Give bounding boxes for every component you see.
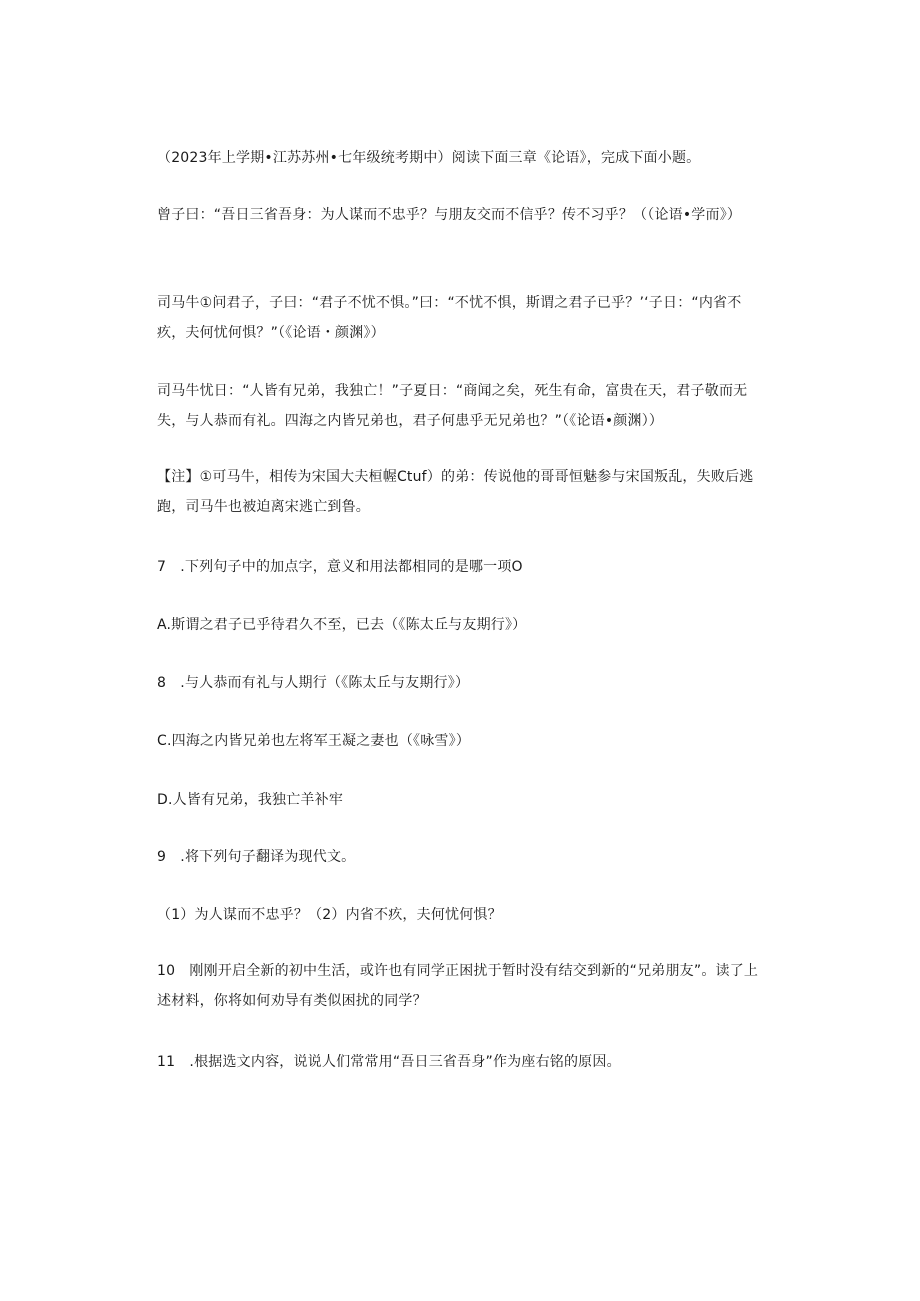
option-a: A.斯谓之君子已乎待君久不至，已去（《陈太丘与友期行》） bbox=[157, 617, 527, 633]
passage-2: 司马牛①问君子，子曰：“君子不忧不惧。”曰：“不忧不惧，斯谓之君子已乎？’‘子日：“内省不疚，夫何忧何惧？”（《论语・颜渊》） bbox=[157, 295, 742, 341]
question-7: 7 .下列句子中的加点字，意义和用法都相同的是哪一项O bbox=[157, 559, 523, 575]
document-header: （2023年上学期•江苏苏州•七年级统考期中）阅读下面三章《论语》，完成下面小题。 bbox=[157, 150, 701, 166]
question-8: 8 .与人恭而有礼与人期行（《陈太丘与友期行》） bbox=[157, 675, 470, 691]
option-d: D.人皆有兄弟，我独亡羊补牢 bbox=[157, 792, 344, 808]
footnote: 【注】①可马牛，相传为宋国大夫桓幄Ctuf）的弟：传说他的哥哥恒魅参与宋国叛乱，失败后逃跑，司马牛也被迫离宋逃亡到鲁。 bbox=[157, 469, 754, 515]
question-9: 9 .将下列句子翻译为现代文。 bbox=[157, 849, 356, 865]
question-11: 11 .根据选文内容，说说人们常常用“吾日三省吾身”作为座右铭的原因。 bbox=[157, 1054, 621, 1070]
question-10: 10 刚刚开启全新的初中生活，或许也有同学正困扰于暂时没有结交到新的“兄弟朋友”。读了上述材料，你将如何劝导有类似困扰的同学？ bbox=[157, 963, 759, 1009]
passage-3: 司马牛忧日：“人皆有兄弟，我独亡！”子夏日：“商闻之矣，死生有命，富贵在天，君子敬而无失，与人恭而有礼。四海之内皆兄弟也，君子何患乎无兄弟也？”（《论语•颜渊）） bbox=[157, 383, 748, 429]
question-9-items: （1）为人谋而不忠乎？（2）内省不疚，夫何忧何惧？ bbox=[157, 907, 502, 923]
option-c: C.四海之内皆兄弟也左将军王凝之妻也（《咏雪》） bbox=[157, 733, 471, 749]
passage-1: 曾子曰：“吾日三省吾身：为人谋而不忠乎？与朋友交而不信乎？传不习乎？（（论语•学而》） bbox=[157, 207, 742, 223]
